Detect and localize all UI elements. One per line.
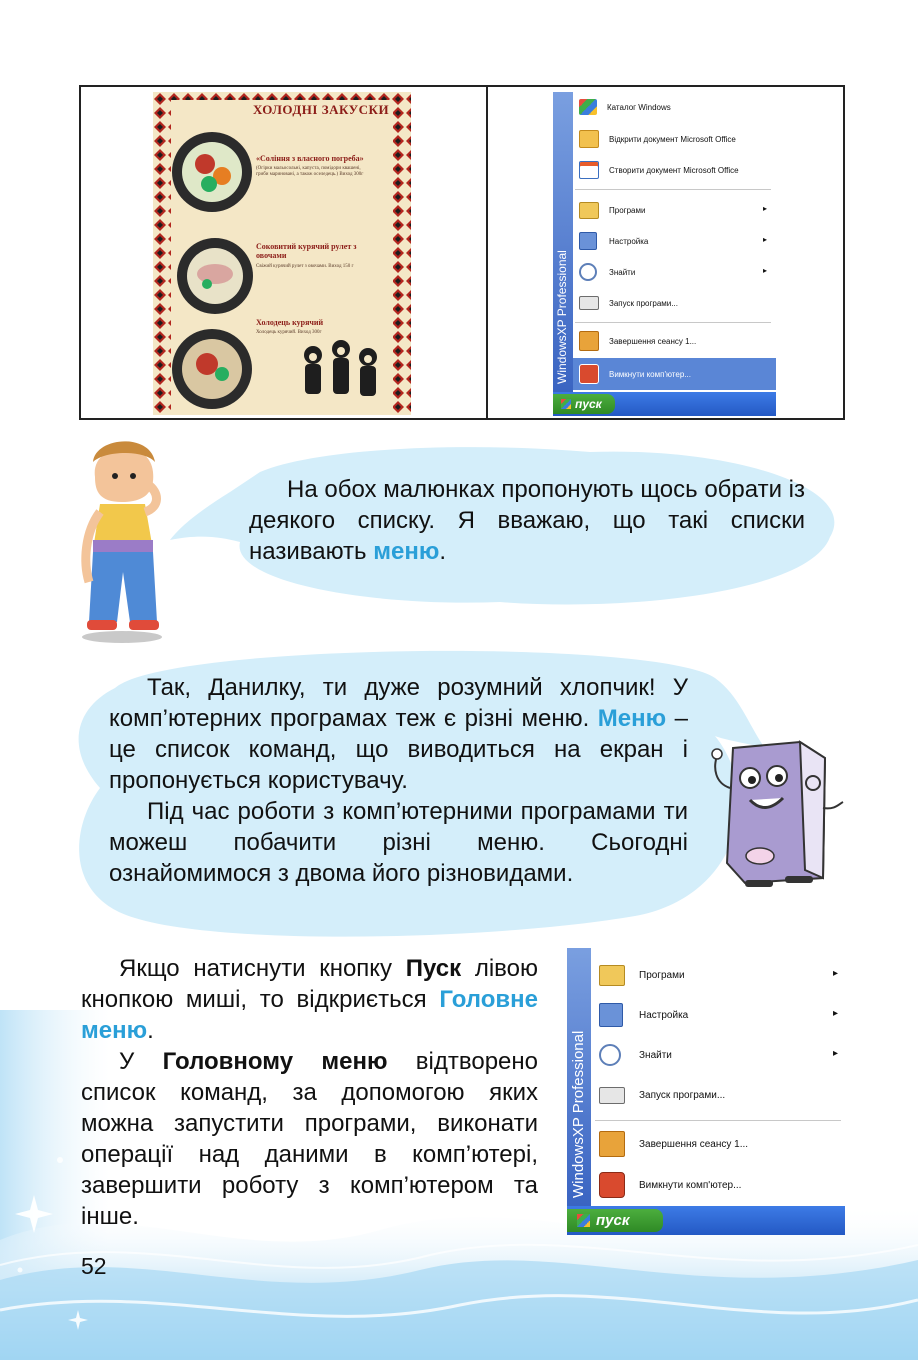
menu-item-label: Каталог Windows: [607, 102, 671, 112]
settings-icon: [579, 232, 597, 250]
menu-item-label: Вимкнути комп'ютер...: [639, 1179, 742, 1191]
programs-folder-icon: [579, 202, 599, 219]
windows-catalog-icon: [579, 99, 597, 115]
bubble-1-text: На обох малюнках пропонують щось обрати із деякого списку. Я вважаю, що такі списки називають меню.: [249, 476, 805, 565]
start-button[interactable]: пуск: [567, 1209, 663, 1232]
dish-name: Соковитий курячий рулет з овочами: [256, 242, 357, 260]
menu-item[interactable]: [579, 128, 736, 150]
start-menu-screenshot: [553, 92, 776, 416]
menu-item-shutdown[interactable]: [599, 1172, 741, 1198]
menu-item[interactable]: [579, 96, 671, 118]
menu-item-settings[interactable]: [579, 230, 648, 252]
menu-item-label: Запуск програми...: [639, 1089, 726, 1101]
menu-item-shutdown[interactable]: [579, 363, 691, 385]
start-menu-sidebar: [567, 948, 591, 1206]
run-icon: [599, 1087, 625, 1104]
logoff-key-icon: [599, 1131, 625, 1157]
logoff-key-icon: [579, 331, 599, 351]
bubble-2-paragraph-1: Так, Данилку, ти дуже розумний хлопчик! У комп’ютерних програмах теж є різні меню. Меню – це список команд, що виводиться на екран і пропонується користувачу.: [109, 674, 689, 794]
term-start: Пуск: [405, 955, 462, 982]
sidebar-label: WindowsXP Professional: [555, 250, 569, 384]
power-icon: [599, 1172, 625, 1198]
programs-folder-icon: [599, 965, 625, 986]
menu-item-label: Програми: [609, 205, 646, 215]
menu-item-label: Вимкнути комп'ютер...: [609, 369, 691, 379]
menu-item-label: Настройка: [639, 1009, 689, 1021]
office-open-icon: [579, 130, 599, 148]
menu-item-label: Завершення сеансу 1...: [609, 336, 697, 346]
body-paragraph-2: У Головному меню відтворено список команд, за допомогою яких можна запустити програми, виконати операції над даними в комп’ютері, завершити роботу з комп’ютером та інше.: [81, 1048, 539, 1230]
term-menu: Меню: [597, 705, 667, 732]
body-paragraph-1: Якщо натиснути кнопку Пуск лівою кнопкою миші, то відкриється Головне меню.: [81, 955, 538, 1044]
start-button[interactable]: пуск: [553, 394, 615, 414]
settings-icon: [599, 1003, 623, 1027]
menu-item-run[interactable]: [579, 292, 678, 314]
sidebar-label: WindowsXP Professional: [570, 1030, 587, 1198]
term-main-menu-bold: Головному меню: [162, 1048, 388, 1075]
dish-name: Холодець курячий: [256, 318, 324, 327]
food-plates-illustration: [167, 124, 257, 414]
menu-item-label: Знайти: [639, 1049, 672, 1061]
bubble-2-paragraph-2: Під час роботи з комп’ютерними програмами ти можеш побачити різні меню. Сьогодні ознайомимося з двома його різновидами.: [109, 798, 688, 887]
menu-item-search[interactable]: [579, 261, 635, 283]
menu-item-label: Запуск програми...: [609, 298, 678, 308]
dish-description: (Огірки мальосольні, капуста, помідори квашені, гриби маринованi, а також оселедець.) Виход 300г: [256, 166, 364, 177]
submenu-arrow-icon: ▸: [763, 204, 768, 213]
menu-item-logoff[interactable]: [579, 330, 696, 352]
submenu-arrow-icon: ▸: [833, 1048, 839, 1059]
menu-separator: [575, 322, 771, 323]
taskbar: [567, 1206, 845, 1235]
submenu-arrow-icon: ▸: [833, 1008, 839, 1019]
dancers-illustration: [293, 337, 388, 412]
main-menu-screenshot: [567, 948, 845, 1235]
menu-item-run[interactable]: [599, 1082, 725, 1108]
windows-flag-icon: [561, 399, 571, 409]
dish-name: «Соління з власного погреба»: [256, 154, 364, 163]
dish-description: Свіжий курячий рулет з овочами. Виход 150 г: [256, 264, 354, 269]
search-magnifier-icon: [599, 1044, 621, 1066]
menu-item-label: Відкрити документ Microsoft Office: [609, 134, 736, 144]
menu-separator: [595, 1120, 841, 1121]
menu-item-label: Завершення сеансу 1...: [639, 1138, 749, 1150]
submenu-arrow-icon: ▸: [763, 266, 768, 275]
power-icon: [579, 364, 599, 384]
start-menu-sidebar: [553, 92, 573, 392]
submenu-arrow-icon: ▸: [763, 235, 768, 244]
menu-item[interactable]: [579, 159, 739, 181]
run-icon: [579, 296, 599, 310]
restaurant-menu-image: [153, 92, 411, 415]
windows-flag-icon: [577, 1214, 590, 1227]
office-new-icon: [579, 161, 599, 179]
dish-description: Холодець курячий. Виход 300г: [256, 330, 322, 335]
menu-item-label: Настройка: [609, 236, 649, 246]
taskbar: [553, 392, 776, 416]
search-magnifier-icon: [579, 263, 597, 281]
menu-item-label: Створити документ Microsoft Office: [609, 165, 739, 175]
menu-item-settings[interactable]: [599, 1002, 688, 1028]
submenu-arrow-icon: ▸: [833, 968, 839, 979]
menu-item-search[interactable]: [599, 1042, 672, 1068]
menu-item-logoff[interactable]: [599, 1131, 748, 1157]
menu-item-programs[interactable]: [579, 199, 645, 221]
menu-item-label: Знайти: [609, 267, 636, 277]
menu-item-programs[interactable]: [599, 962, 685, 988]
menu-separator: [575, 189, 771, 190]
menu-card-title: ХОЛОДНІ ЗАКУСКИ: [253, 102, 390, 117]
boy-character-illustration: [75, 432, 170, 644]
bubble-2-text: [109, 672, 688, 889]
page-number: 52: [81, 1253, 107, 1279]
menu-item-label: Програми: [639, 969, 685, 981]
computer-character-illustration: [705, 738, 845, 888]
table-divider: [486, 87, 488, 418]
term-menu: меню: [373, 538, 440, 565]
term-main-menu: Головне меню: [81, 986, 538, 1044]
